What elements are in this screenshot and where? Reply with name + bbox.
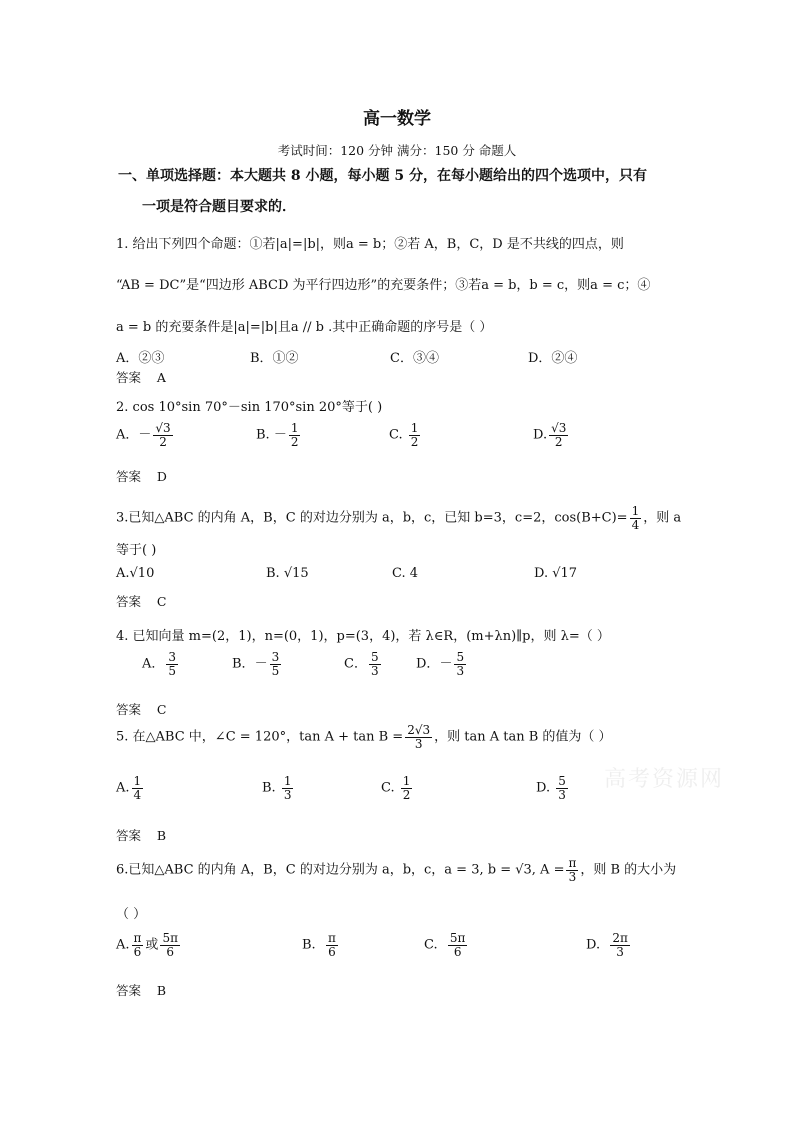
question-2-option-d: D. $\frac{√3}{2}$ (533, 421, 567, 449)
page-title: 高一数学 (363, 109, 431, 129)
question-4-option-d: D．－ $\frac{5}{3}$ (416, 650, 465, 678)
question-4-answer (116, 700, 167, 718)
section-heading-cont: 一项是符合题目要求的． (142, 199, 296, 215)
question-5-option-b: B. $\frac{1}{3}$ (262, 774, 292, 802)
answer-label: 答案 (116, 370, 142, 385)
answer-label: 答案 (116, 469, 142, 484)
question-2-option-c: C. $\frac{1}{2}$ (389, 421, 419, 449)
question-2-line-1: 2. cos 10°sin 70°－sin 170°sin 20°等于( ) (116, 400, 383, 415)
question-5-answer (116, 826, 166, 844)
question-3-option-b: B. √15 (266, 566, 309, 581)
question-6-option-c: C. $\frac{5\pi}{6}$ (424, 931, 466, 959)
answer-value: B (156, 983, 167, 998)
question-6-line-2: （ ） (116, 907, 147, 922)
question-3-option-d: D. √17 (534, 566, 578, 581)
question-4-line-1: 4. 已知向量 m=(2，1)，n=(0，1)，p=(3，4)，若 λ∈R，(m+λn)∥p，则 λ=（ ） (116, 629, 610, 644)
answer-label: 答案 (116, 594, 142, 609)
answer-label: 答案 (116, 828, 142, 843)
question-6-option-a: A. $\frac{\pi}{6}$ 或 $\frac{5\pi}{6}$ (116, 931, 178, 959)
question-2-option-b: B. － $\frac{1}{2}$ (256, 421, 299, 449)
answer-value: A (156, 370, 166, 385)
watermark: 高考资源网 (604, 767, 725, 792)
question-1-line-3: a = b 的充要条件是|a|=|b|且a // b .其中正确命题的序号是（ ） (116, 320, 493, 335)
question-1-answer (116, 368, 166, 386)
question-6-answer (116, 981, 166, 999)
question-1-option-b: B．①② (250, 351, 299, 366)
question-1-line-1: 1. 给出下列四个命题：①若|a|=|b|，则a = b；②若 A，B，C，D 是不共线的四点，则 (116, 237, 624, 252)
answer-value: B (156, 828, 167, 843)
question-1-option-c: C．③④ (390, 351, 439, 366)
question-5-option-d: D. $\frac{5}{3}$ (536, 774, 566, 802)
question-3-line-2: 等于( ) (116, 543, 157, 558)
answer-value: D (156, 469, 167, 484)
question-3-option-c: C. 4 (392, 566, 419, 581)
question-5-line-1: 5. 在△ABC 中，∠C = 120°，tan A + tan B = $\frac{2√3}{3}$ ，则 tan A tan B 的值为（ ） (116, 723, 612, 751)
question-6-option-b: B. $\frac{\pi}{6}$ (302, 931, 336, 959)
answer-label: 答案 (116, 702, 142, 717)
question-4-option-a: A． $\frac{3}{5}$ (142, 650, 177, 678)
question-1-line-2: “AB = DC”是“四边形 ABCD 为平行四边形”的充要条件；③若a = b，b = c，则a = c；④ (116, 278, 651, 293)
question-1-option-d: D．②④ (528, 351, 578, 366)
question-3-line-1: 3.已知△ABC 的内角 A，B，C 的对边分别为 a，b，c，已知 b=3，c=2，cos(B+C)= $\frac{1}{4}$ ，则 a (116, 504, 682, 532)
answer-value: C (156, 702, 167, 717)
question-5-option-a: A. $\frac{1}{4}$ (116, 774, 142, 802)
question-6-line-1: 6.已知△ABC 的内角 A，B，C 的对边分别为 a，b，c，a = 3, b = √3, A = $\frac{\pi}{3}$ ，则 B 的大小为 (116, 856, 677, 884)
question-5-option-c: C. $\frac{1}{2}$ (381, 774, 411, 802)
question-4-option-b: B．－ $\frac{3}{5}$ (232, 650, 280, 678)
question-4-option-c: C． $\frac{5}{3}$ (344, 650, 379, 678)
question-6-option-d: D. $\frac{2\pi}{3}$ (586, 931, 628, 959)
question-3-option-a: A.√10 (116, 566, 155, 581)
question-2-answer (116, 467, 167, 485)
exam-info: 考试时间：120 分钟 满分：150 分 命题人 (277, 143, 517, 158)
question-2-option-a: A．－ $\frac{√3}{2}$ (116, 421, 171, 449)
question-3-answer (116, 592, 167, 610)
answer-label: 答案 (116, 983, 142, 998)
question-1-option-a: A．②③ (116, 351, 165, 366)
answer-value: C (156, 594, 167, 609)
section-heading: 一、单项选择题：本大题共 8 小题，每小题 5 分，在每小题给出的四个选项中，只有 (118, 168, 647, 184)
